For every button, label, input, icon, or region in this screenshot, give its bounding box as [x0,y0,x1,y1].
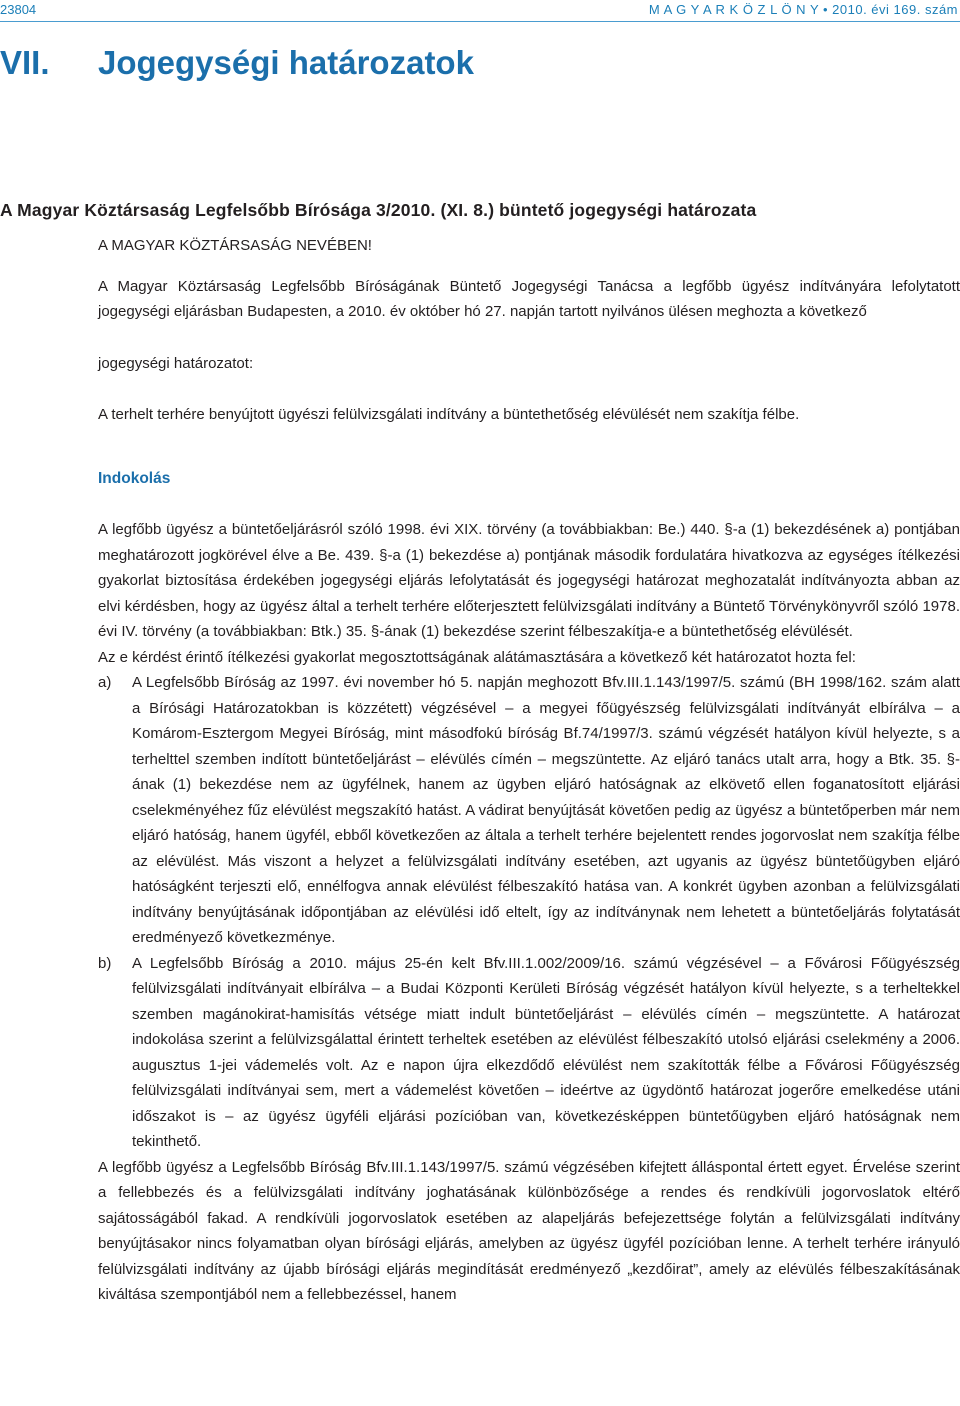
list-item-b [98,951,960,1155]
page-number: 23804 [0,2,37,17]
in-name-line: A MAGYAR KÖZTÁRSASÁG NEVÉBEN! [98,237,372,254]
list-item-text: A Legfelsőbb Bíróság a 2010. május 25-én kelt Bfv.III.1.002/2009/16. számú végzésével – a Fővárosi Főügyészség felülvizsgálati indítványait elbírálva – a Budai Központi Kerületi Bíróság végzését hatályon kívül helyezte, s a terheltekkel szemben magánokirat-hamisítás vétsége miatt indult büntetőeljárást – elévülés címén – megszüntette. A határozat indokolása szerint a felülvizsgálattal érintett terheltek esetében az elévülést félbeszakító utolsó eljárási cselekmény a 2006. augusztus 1-jei vádemelés volt. Az e napon újra elkezdődő elévülést nem szakították félbe a Fővárosi Főügyészség felülvizsgálati indítványai sem, mert a vádemelést követően – ideértve az ügydöntő határozat jogerőre emelkedése utáni időszakot is – az ügyész ügyféli eljárási pozícióban van, következésképpen büntetőügyben eljáró hatóságnak nem tekinthető. [132,954,960,1150]
chapter-number: VII. [0,44,50,81]
list-item-label: b) [98,954,112,972]
reasoning-paragraph-1: A legfőbb ügyész a büntetőeljárásról szóló 1998. évi XIX. törvény (a továbbiakban: Be.) 440. §-a (1) bekezdésének a) pontjában meghatározott jogkörével élve a Be. 439. §-a (1) bekezdése a) pontjának második fordulatára hivatkozva az egységes ítélkezési gyakorlat biztosítása érdekében jogegységi eljárás lefolytatását és jogegységi határozat meghozatalát indítványozta abban az elvi kérdésben, hogy az ügyész által a terhelt terhére előterjesztett felülvizsgálati indítvány a Büntető Törvénykönyvről szóló 1978. évi IV. törvény (a továbbiakban: Btk.) 35. §-ának (1) bekezdése szerint félbeszakítja-e a büntethetőség elévülését. [98,521,960,640]
reasoning-paragraph-2: Az e kérdést érintő ítélkezési gyakorlat megosztottságának alátámasztására a következő két határozatot hozta fel: [98,648,856,666]
chapter-title: Jogegységi határozatok [98,44,474,81]
intro-paragraph: A Magyar Köztársaság Legfelsőbb Bíróságának Büntető Jogegységi Tanácsa a legfőbb ügyész indítványára lefolytatott jogegységi eljárásban Budapesten, a 2010. év október hó 27. napján tartott nyilvános ülésen meghozta a következő [98,277,960,320]
document-body [0,200,960,1308]
page-header [0,0,960,22]
list-item-text: A Legfelsőbb Bíróság az 1997. évi november hó 5. napján meghozott Bfv.III.1.143/1997/5. számú (BH 1998/162. szám alatt a Bírósági Határozatokban is közzétett) végzésével – a megyei főügyészség felülvizsgálati indítványát elbírálva – a Komárom-Esztergom Megyei Bíróság, mint másodfokú bíróság Bf.74/1997/3. számú végzését hatályon kívül helyezte, s a terhelttel szemben indított büntetőeljárást – elévülés címén – megszüntette. Az eljáró tanács utalt arra, hogy a Btk. 35. §-ának (1) bekezdése nem az ügyfélnek, hanem az ügyben eljáró hatóságnak az elkövető ellen foganatosított eljárási cselekményéhez fűz elévülést megszakító hatást. A vádirat benyújtását követően pedig az ügyész a büntetőperben már nem eljáró hatóság, hanem ügyfél, ebből következően az általa a terhelt terhére bejelentett rendes jogorvoslat nem szakítja félbe az elévülést. Más viszont a helyzet a felülvizsgálati indítvány esetében, azt ugyanis az ügyész büntetőügyben eljáró hatóságként terjeszti elő, ennélfogva annak elévülést félbeszakító hatása van. A konkrét ügyben azonban a felülvizsgálati indítvány benyújtásának időpontjában az elévülési idő eltelt, így az indítványnak nem lehetett a büntetőeljárás folytatását eredményező következménye. [132,674,960,946]
decision-label: jogegységi határozatot: [98,354,254,372]
list-item-label: a) [98,674,112,691]
reasoning-section [98,517,960,1308]
reasoning-title: Indokolás [98,469,171,487]
journal-title: M A G Y A R K Ö Z L Ö N Y • 2010. évi 169. szám [648,2,958,17]
resolution-title: A Magyar Köztársaság Legfelsőbb Bírósága 3/2010. (XI. 8.) büntető jogegységi határozata [0,200,757,220]
chapter-heading [0,44,474,82]
reasoning-paragraph-3: A legfőbb ügyész a Legfelsőbb Bíróság Bfv.III.1.143/1997/5. számú végzésében kifejtett álláspontal értett egyet. Érvelése szerint a fellebbezés és a felülvizsgálati indítvány joghatásának különbözősége a rendes és rendkívüli jogorvoslatok eltérő sajátosságából fakad. A rendkívüli jogorvoslatok esetében az alapeljárás befejezettsége folytán a felülvizsgálati indítvány benyújtásakor nincs folyamatban olyan bírósági eljárás, amelyben az ügyész ügyfél pozícióban lenne. A terhelt terhére irányuló felülvizsgálati indítvány az újabb bírósági eljárás megindítását eredményező „kezdőirat”, amely az elévülés félbeszakításának kiváltása szempontjából nem a fellebbezéssel, hanem [98,1158,960,1303]
list-item-a [98,670,960,951]
header-rule [0,21,960,22]
decision-text: A terhelt terhére benyújtott ügyészi felülvizsgálati indítvány a büntethetőség elévülését nem szakítja félbe. [98,406,800,423]
